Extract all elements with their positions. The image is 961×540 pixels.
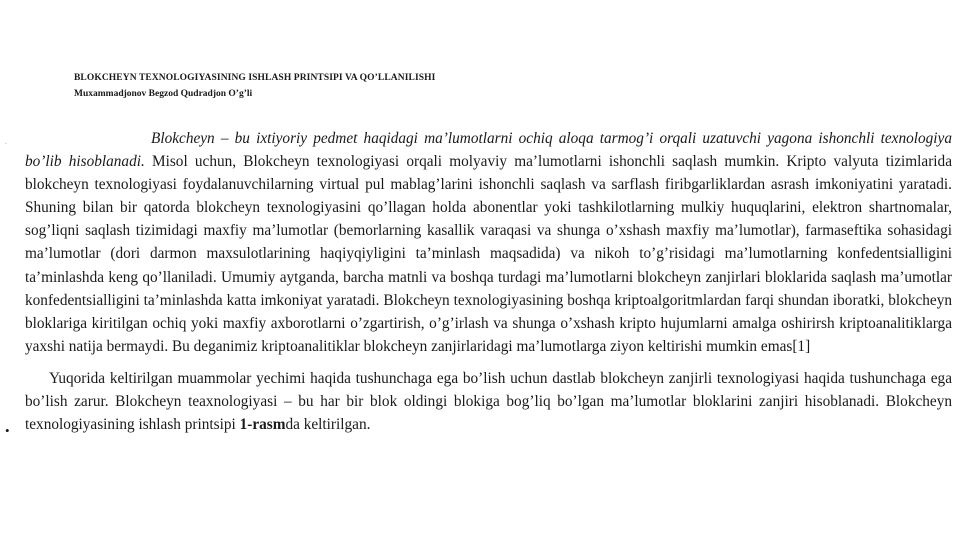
figure-reference: 1-rasm: [239, 416, 286, 434]
document-author: Muxammadjonov Begzod Qudradjon O’g’li: [74, 89, 253, 99]
document-body: [25, 127, 952, 436]
margin-dot: ·: [5, 141, 7, 147]
italic-definition: Blokcheyn – bu ixtiyoriy pedmet haqidagi ma’lumotlarni ochiq aloqa tarmog’i orqali uzatuvchi yagona ishonchli texnologiya bo’lib hisoblanadi.: [25, 130, 952, 171]
paragraph-2-text: Yuqorida keltirilgan muammolar yechimi haqida tushunchaga ega bo’lish uchun dastlab blokcheyn zanjirli texnologiyasi haqida tushunchaga ega bo’lish zarur. Blokcheyn teaxnologiyasi – bu har bir blok oldingi blokiga bog’liq bo’lgan ma’lumotlar bloklarini zanjiri hisoblanadi. Blokcheyn texnologiyasining ishlash printsipi: [25, 369, 952, 434]
document-title: BLOKCHEYN TEXNOLOGIYASINING ISHLASH PRINTSIPI VA QO’LLANILISHI: [74, 73, 436, 83]
paragraph-2-ending: da keltirilgan.: [285, 416, 371, 434]
paragraph-2: [25, 367, 952, 436]
paragraph-1-body: Misol uchun, Blokcheyn texnologiyasi orqali molyaviy ma’lumotlarni ishonchli saqlash mumkin. Kripto valyuta tizimlarida blokcheyn texnologiyasi foydalanuvchilarning virtual pul mablag’larini ishonchli saqlash va sarflash firibgarliklardan asrash imkoniyatini yaratadi. Shuning bilan bir qatorda blokcheyn texnologiyasini qo’llagan holda abonentlar yoki tashkilotlarning mulkiy huquqlarini, elektron shartnomalar, sog’liqni saqlash tizimidagi maxfiy ma’lumotlar (bemorlarning kasallik varaqasi va shunga o’xshash maxfiy ma’lumotlar), farmaseftika sohasidagi ma’lumotlar (dori darmon maxsulotlarining haqiyqiyligini ta’minlash maqsadida) va nikoh to’g’risidagi ma’lumotlarning konfedentsialligini ta’minlashda keng qo’llaniladi. Umumiy aytganda, barcha matnli va boshqa turdagi ma’lumotlarni blokcheyn zanjirlari bloklarida saqlash ma’umotlar konfedentsialligini ta’minlashda katta imkoniyat yaratadi. Blokcheyn texnologiyasining boshqa kriptoalgoritmlardan farqi shundan iboratki, blokcheyn bloklariga kiritilgan ochiq yoki maxfiy axborotlarni o’zgartirish, o’g’irlash va shunga o’xshash kripto hujumlarni amalga oshirirsh kriptoanalitiklarga yaxshi natija bermaydi. Bu deganimiz kriptoanalitiklar blokcheyn zanjirlaridagi ma’lumotlarga ziyon keltirishi mumkin emas[1]: [25, 153, 952, 355]
bullet-marker: •: [5, 423, 10, 438]
paragraph-1: [25, 127, 952, 358]
document-header: [74, 72, 435, 100]
